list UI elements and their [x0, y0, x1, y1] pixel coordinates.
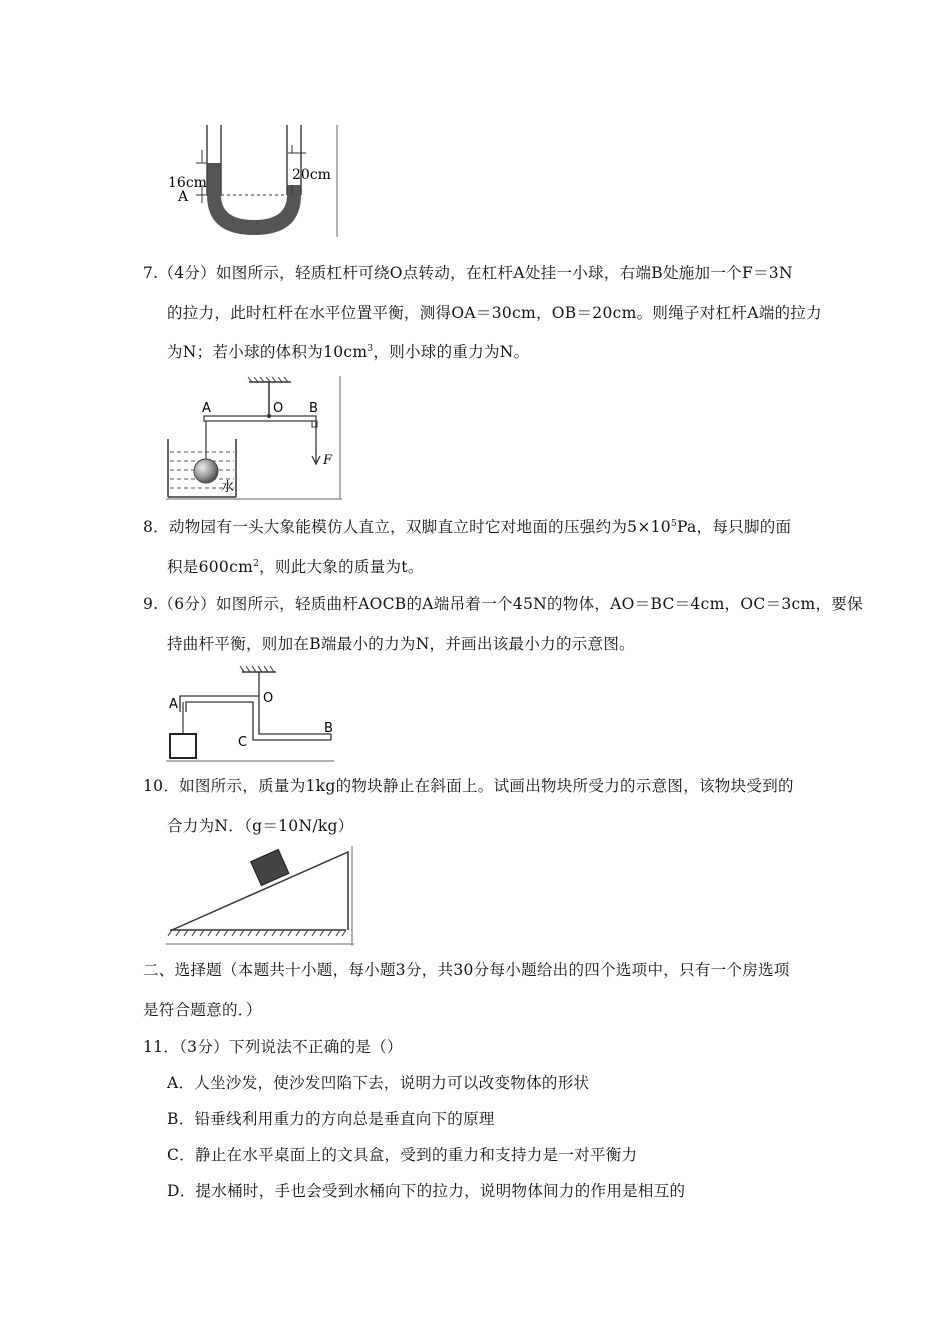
q7-line3-a: 为N；若小球的体积为10cm: [167, 343, 368, 361]
q8-line1-a: 8．动物园有一头大象能模仿人直立，双脚直立时它对地面的压强约为5×10: [143, 518, 671, 536]
q7-line3-sup: 3: [367, 343, 374, 354]
section2-line1: 二、选择题（本题共十小题，每小题3分，共30分每小题给出的四个选项中，只有一个房选项: [143, 961, 790, 979]
q8-line2-sup: 2: [253, 558, 260, 569]
incline-figure: [166, 846, 354, 946]
section2-line2: 是符合题意的．）: [143, 1001, 262, 1019]
q8-line1-b: Pa，每只脚的面: [676, 518, 792, 536]
q11-option-d: D．提水桶时，手也会受到水桶向下的拉力，说明物体间力的作用是相互的: [167, 1182, 686, 1200]
q8-line2: [167, 555, 424, 577]
q8-line2-b: ，则此大象的质量为t。: [259, 558, 424, 576]
crank-point-c: C: [238, 735, 248, 750]
crank-point-o: O: [263, 691, 274, 706]
q8-line1: [143, 515, 791, 537]
q10-line2: 合力为N．（g＝10N/kg）: [167, 817, 354, 835]
q7-line3-b: ，则小球的重力为N。: [373, 343, 530, 361]
crank-point-b: B: [324, 721, 333, 736]
lever-point-o: O: [273, 401, 284, 416]
q8-line2-a: 积是600cm: [167, 558, 254, 576]
u-tube-figure: [166, 125, 338, 237]
q9-line1: 9.（6分）如图所示，轻质曲杆AOCB的A端吊着一个45N的物体，AO＝BC＝4cm，OC＝3cm，要保: [143, 595, 863, 613]
lever-point-b: B: [309, 401, 318, 416]
crank-figure: [166, 662, 334, 762]
q9-line2: 持曲杆平衡，则加在B端最小的力为N，并画出该最小力的示意图。: [167, 635, 635, 653]
q7-line3: [167, 340, 529, 362]
u-tube-point-a: A: [178, 189, 189, 205]
q7-line2: 的拉力，此时杠杆在水平位置平衡，测得OA＝30cm，OB＝20cm。则绳子对杠杆A端的拉力: [167, 304, 822, 322]
q11-option-c: C．静止在水平桌面上的文具盒，受到的重力和支持力是一对平衡力: [167, 1146, 638, 1164]
q8-line1-sup: 5: [670, 518, 677, 529]
q7-line1: 7.（4分）如图所示，轻质杠杆可绕O点转动，在杠杆A处挂一小球，右端B处施加一个F＝3N: [143, 264, 793, 282]
q11-option-a: A．人坐沙发，使沙发凹陷下去，说明力可以改变物体的形状: [167, 1074, 590, 1092]
lever-point-a: A: [202, 401, 211, 416]
q10-line1: 10．如图所示，质量为1kg的物块静止在斜面上。试画出物块所受力的示意图，该物块受到的: [143, 777, 794, 795]
q11-option-b: B．铅垂线利用重力的方向总是垂直向下的原理: [167, 1110, 495, 1128]
lever-water-label: 水: [221, 480, 235, 495]
u-tube-left-label: 16cm: [168, 175, 207, 191]
crank-point-a: A: [169, 697, 178, 712]
lever-force-label: F: [323, 453, 333, 468]
lever-figure: [166, 376, 342, 500]
u-tube-right-label: 20cm: [292, 167, 331, 183]
q11-stem: 11．（3分）下列说法不正确的是（）: [143, 1038, 403, 1056]
